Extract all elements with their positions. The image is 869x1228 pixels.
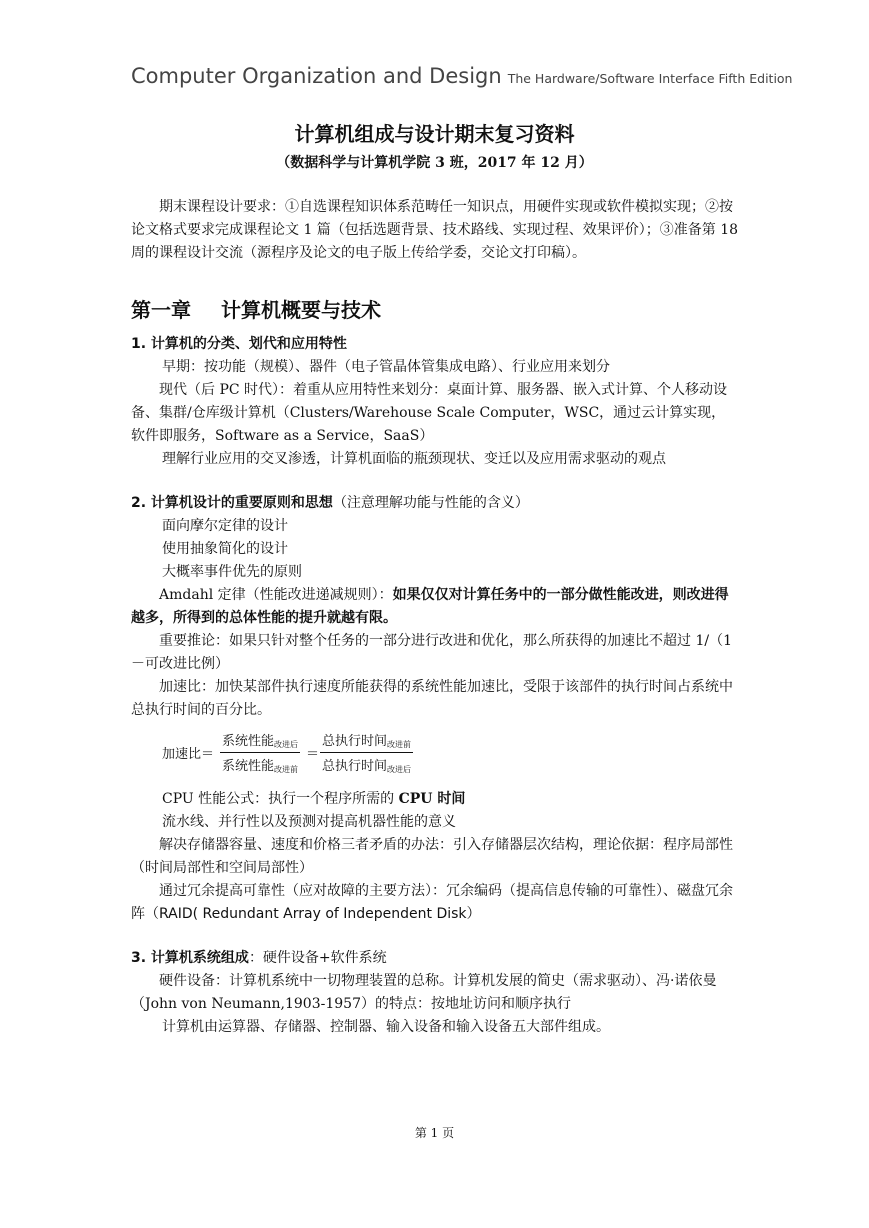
formula-label: 加速比＝ [162, 747, 215, 762]
formula-den2: 总执行时间 [322, 759, 388, 774]
speedup-paragraph: 加速比：加快某部件执行速度所能获得的系统性能加速比，受限于该部件的执行时间占系统中总执行时间的百分比。 [131, 679, 733, 718]
principle-item: 大概率事件优先的原则 [162, 564, 302, 580]
amdahl-prefix: Amdahl 定律（性能改进递减规则）： [159, 587, 393, 603]
pipeline-paragraph: 流水线、并行性以及预测对提高机器性能的意义 [162, 814, 456, 830]
page-number: 第 1 页 [414, 1126, 455, 1140]
intro-paragraph: 期末课程设计要求：①自选课程知识体系范畴任一知识点，用硬件实现或软件模拟实现；②按论文格式要求完成课程论文 1 篇（包括选题背景、技术路线、实现过程、效果评价）；③准备第 18 周的课程设计交流（源程序及论文的电子版上传给学委，交论文打印稿）。 [131, 199, 739, 261]
formula-den1-sub: 改进前 [274, 765, 299, 774]
section-3-p1: 硬件设备：计算机系统中一切物理装置的总称。计算机发展的简史（需求驱动）、冯·诺依曼（John von Neumann,1903-1957）的特点：按地址访问和顺序执行 [131, 973, 717, 1012]
section-3-note: ：硬件设备+软件系统 [248, 950, 387, 966]
section-3-heading [131, 947, 387, 970]
section-1-p3: 理解行业应用的交叉渗透，计算机面临的瓶颈现状、变迁以及应用需求驱动的观点 [162, 451, 666, 467]
section-1-heading: 1. 计算机的分类、划代和应用特性 [131, 336, 347, 352]
chapter-heading [131, 294, 381, 323]
redundancy-suffix: ） [466, 906, 481, 922]
principle-item: 面向摩尔定律的设计 [162, 518, 288, 534]
corollary-paragraph: 重要推论：如果只针对整个任务的一部分进行改进和优化，那么所获得的加速比不超过 1/（1－可改进比例） [131, 633, 732, 672]
amdahl-statement: 如果仅仅对计算任务中的一部分做性能改进，则改进得越多，所得到的总体性能的提升就越有限。 [131, 587, 729, 626]
formula-den2-sub: 改进后 [387, 765, 412, 774]
running-header [131, 64, 792, 88]
amdahl-law [131, 584, 739, 630]
raid-term: RAID( Redundant Array of Independent Disk [159, 906, 467, 922]
formula-den1: 系统性能 [222, 759, 275, 774]
formula-num1-sub: 改进后 [274, 740, 299, 749]
cpu-time: CPU 时间 [398, 791, 466, 807]
formula-num2-sub: 改进前 [387, 740, 412, 749]
redundancy-paragraph [131, 880, 739, 926]
section-1-p2: 现代（后 PC 时代）：着重从应用特性来划分：桌面计算、服务器、嵌入式计算、个人移动设备、集群/仓库级计算机（Clusters/Warehouse Scale Computer，WSC，通过云计算实现，软件即服务，Software as a Service，SaaS） [131, 382, 728, 444]
section-3-title: 3. 计算机系统组成 [131, 950, 249, 966]
chapter-number: 第一章 [131, 298, 191, 322]
memory-paragraph: 解决存储器容量、速度和价格三者矛盾的办法：引入存储器层次结构，理论依据：程序局部性（时间局部性和空间局部性） [131, 837, 733, 876]
fraction-exec-time [320, 730, 413, 775]
formula-num1: 系统性能 [222, 734, 275, 749]
document-title: 计算机组成与设计期末复习资料 [294, 122, 575, 146]
cpu-performance [162, 788, 742, 811]
chapter-title: 计算机概要与技术 [221, 298, 381, 322]
header-subtitle: The Hardware/Software Interface Fifth Edition [507, 71, 793, 86]
formula-equals: ＝ [306, 747, 320, 762]
section-2-title: 2. 计算机设计的重要原则和思想 [131, 495, 333, 511]
section-2-note: （注意理解功能与性能的含义） [332, 495, 529, 511]
header-title: Computer Organization and Design [131, 64, 502, 88]
cpu-prefix: CPU 性能公式：执行一个程序所需的 [162, 791, 399, 807]
fraction-performance [220, 730, 300, 775]
section-3-p2: 计算机由运算器、存储器、控制器、输入设备和输入设备五大部件组成。 [162, 1019, 610, 1035]
principle-item: 使用抽象简化的设计 [162, 541, 288, 557]
formula-num2: 总执行时间 [322, 734, 388, 749]
section-2-heading [131, 492, 529, 515]
section-1-p1: 早期：按功能（规模）、器件（电子管晶体管集成电路）、行业应用来划分 [162, 359, 610, 375]
redundancy-prefix: 通过冗余提高可靠性（应对故障的主要方法）：冗余编码（提高信息传输的可靠性）、磁盘冗余阵（ [131, 883, 733, 922]
speedup-formula [162, 730, 422, 776]
document-subtitle: （数据科学与计算机学院 3 班，2017 年 12 月） [276, 155, 593, 171]
